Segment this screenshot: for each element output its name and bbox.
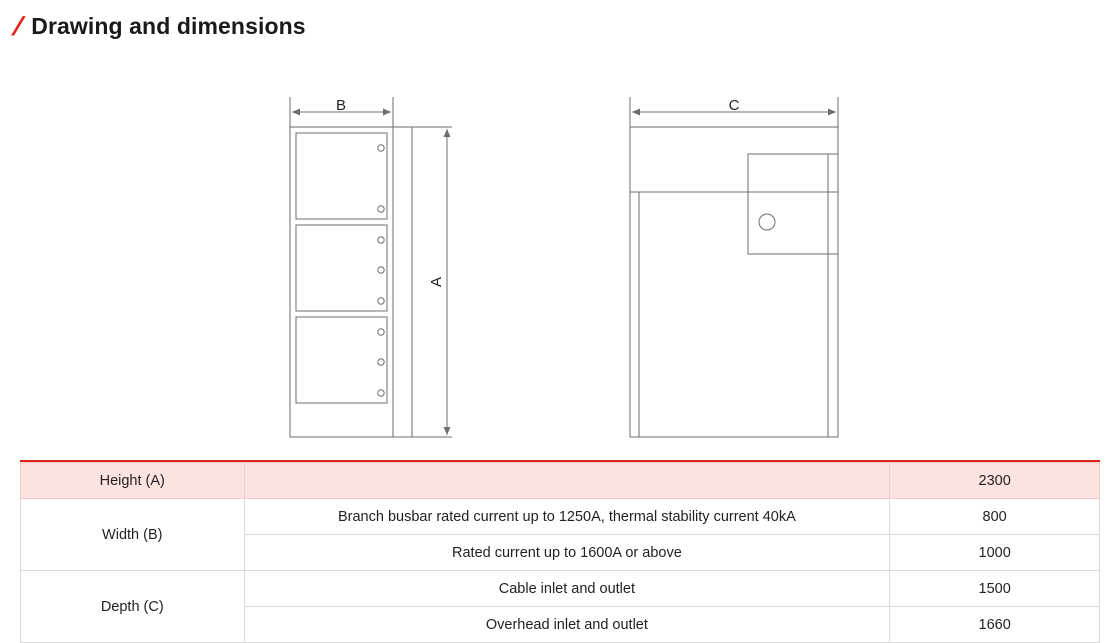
- technical-drawing: [0, 42, 1120, 442]
- label-a: A: [428, 276, 445, 288]
- row-description: [244, 463, 890, 499]
- table-row: [21, 499, 1100, 535]
- row-description: Rated current up to 1600A or above: [244, 535, 890, 571]
- row-description: Cable inlet and outlet: [244, 571, 890, 607]
- row-label: Height (A): [21, 463, 245, 499]
- table-row: [21, 571, 1100, 607]
- accent-slash-icon: /: [10, 11, 25, 41]
- row-value: 800: [890, 499, 1100, 535]
- label-c: C: [728, 97, 740, 114]
- row-description: Overhead inlet and outlet: [244, 607, 890, 643]
- row-description: Branch busbar rated current up to 1250A, thermal stability current 40kA: [244, 499, 890, 535]
- dimensions-table: [20, 462, 1100, 643]
- row-value: 1660: [890, 607, 1100, 643]
- table-row: [21, 463, 1100, 499]
- page-header: [0, 0, 1120, 42]
- label-b: B: [335, 97, 347, 114]
- page-title: Drawing and dimensions: [31, 12, 306, 39]
- row-label: Depth (C): [21, 571, 245, 643]
- row-value: 2300: [890, 463, 1100, 499]
- row-value: 1500: [890, 571, 1100, 607]
- row-label: Width (B): [21, 499, 245, 571]
- row-value: 1000: [890, 535, 1100, 571]
